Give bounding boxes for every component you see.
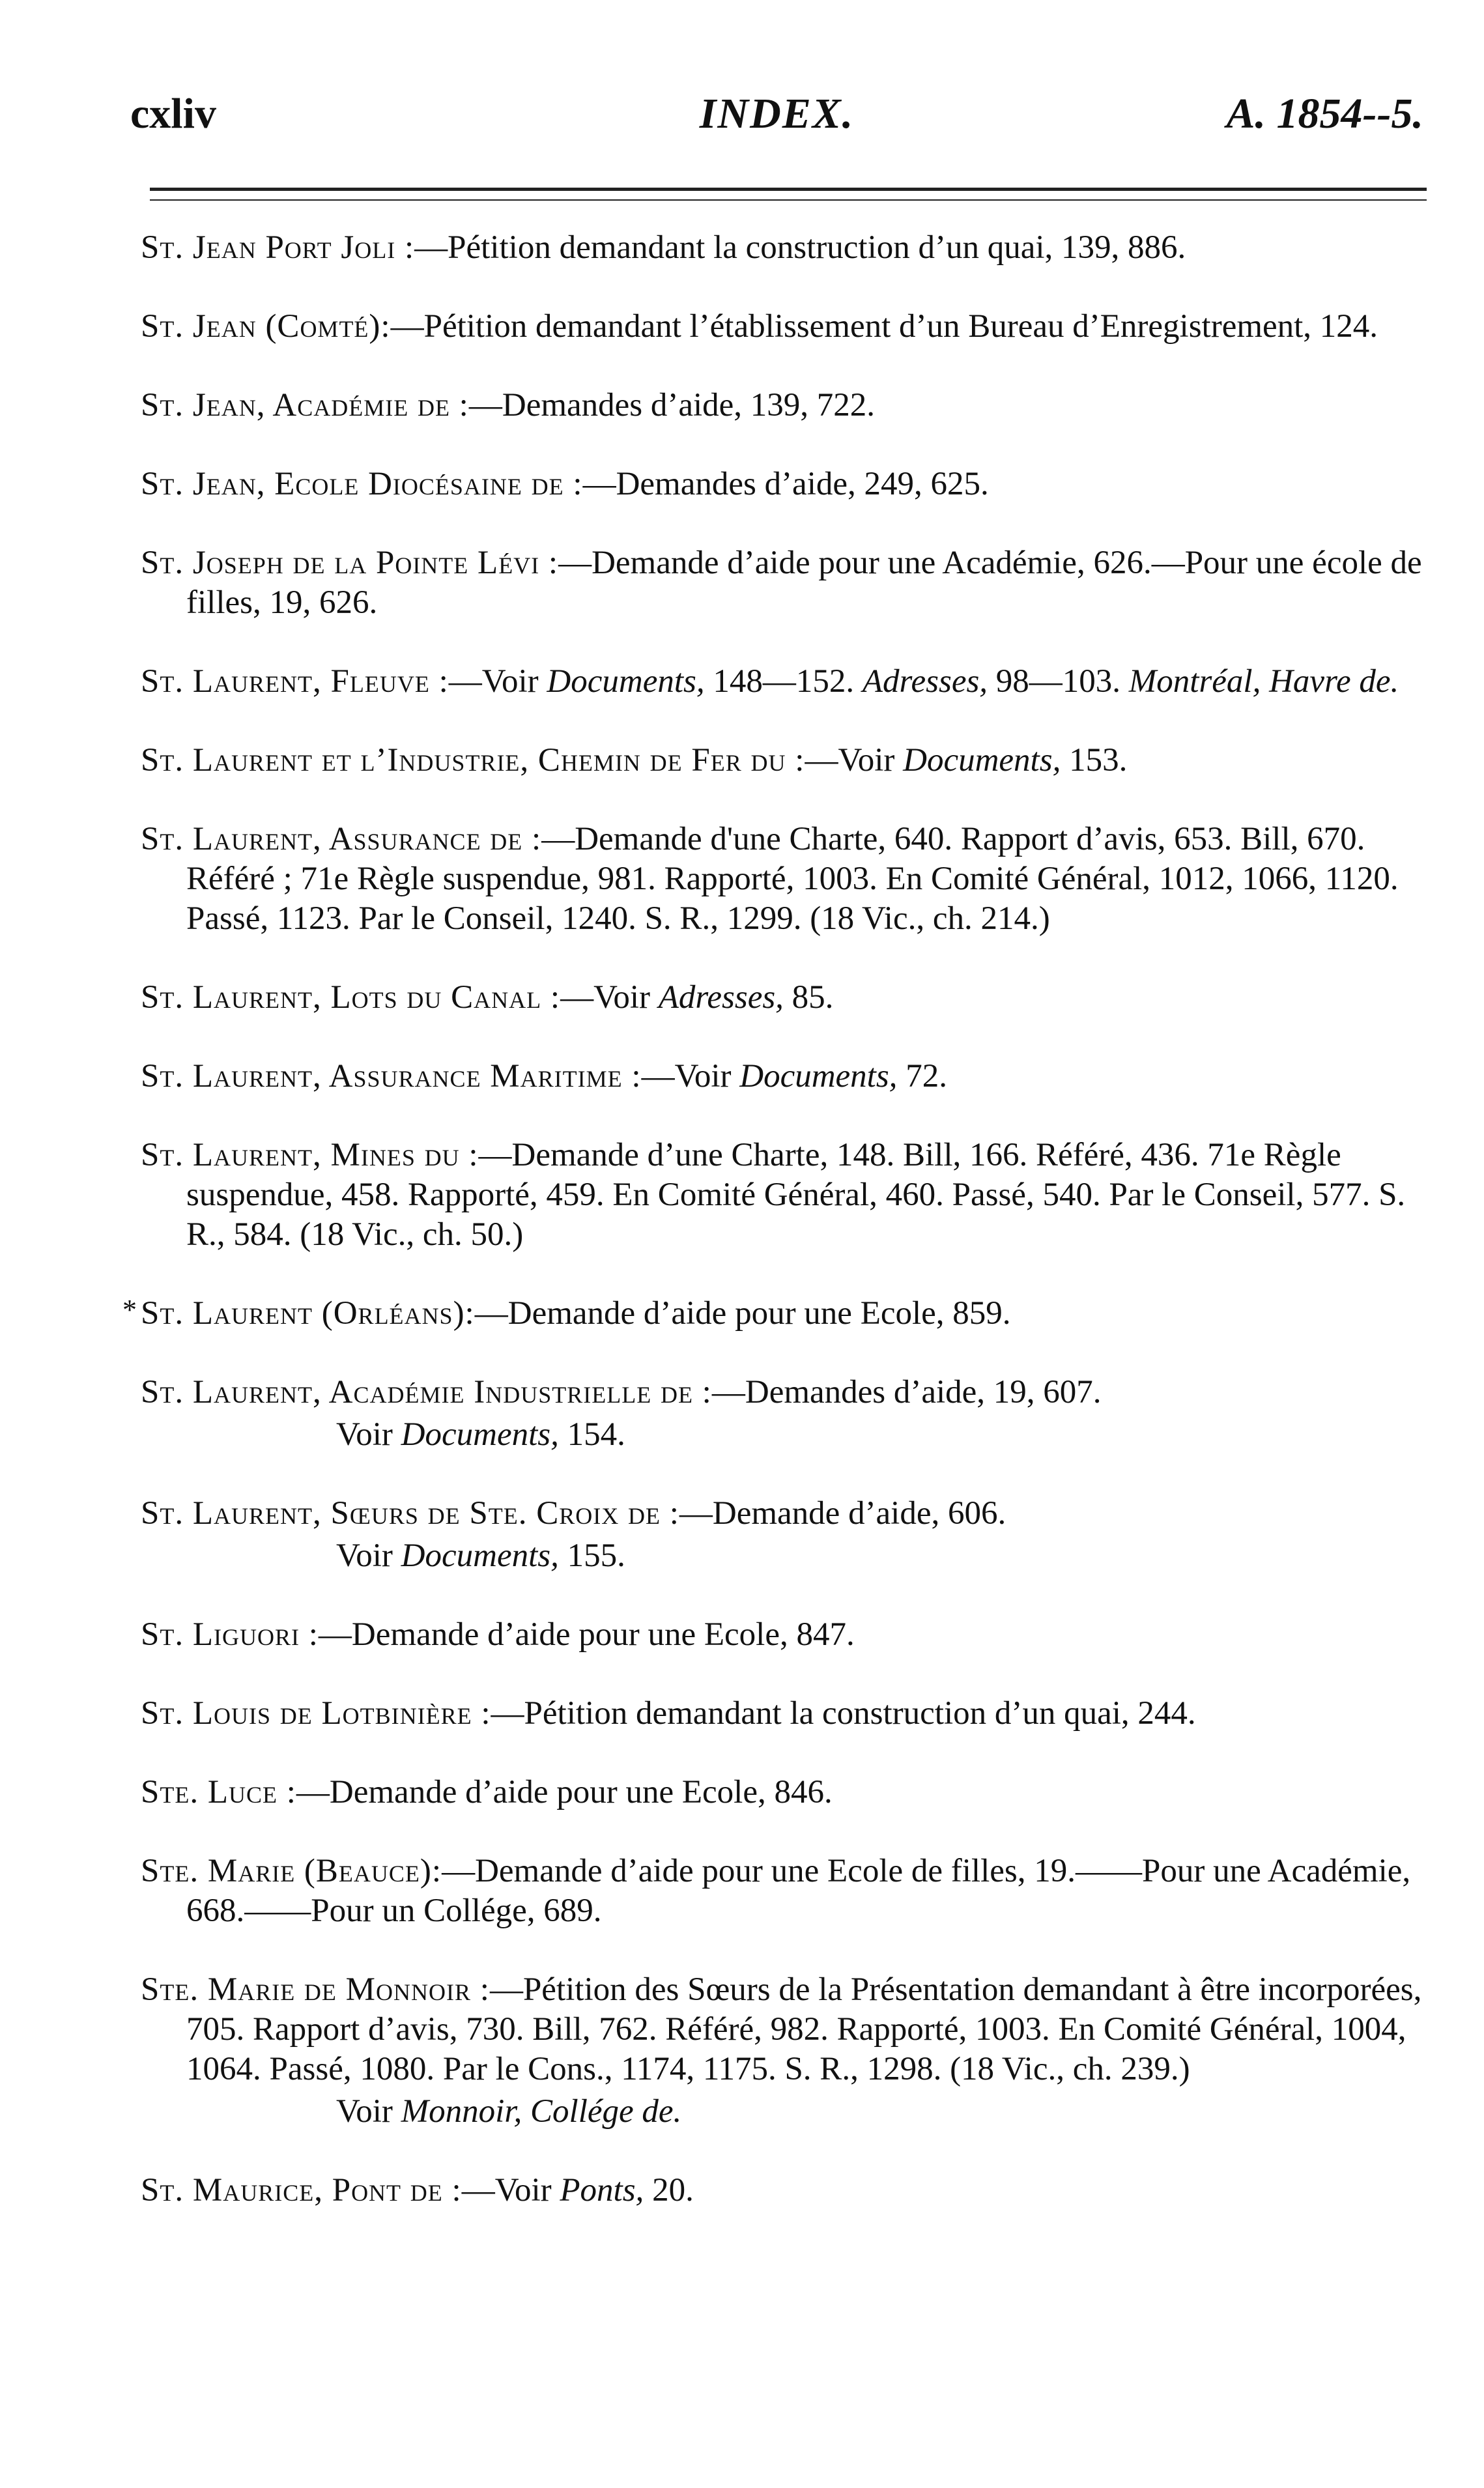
entry-text: 98—103. <box>988 663 1129 700</box>
see-also-reference: Documents, <box>401 1416 559 1453</box>
entry-text: —Demande d’aide pour une Ecole, 847. <box>318 1616 855 1653</box>
entry-text: —Voir <box>461 2172 560 2209</box>
entry-term: St. Laurent, Sœurs de Ste. Croix de : <box>141 1495 679 1532</box>
index-entry <box>141 386 1431 425</box>
entry-term: St. Laurent (Orléans): <box>141 1295 475 1332</box>
entry-term: St. Jean, Ecole Diocésaine de : <box>141 466 583 502</box>
entry-term: St. Laurent et l’Industrie, Chemin de Fer du : <box>141 742 805 779</box>
entry-term: St. Joseph de la Pointe Lévi : <box>141 545 559 581</box>
index-entry <box>141 543 1431 623</box>
entry-term: St. Laurent, Lots du Canal : <box>141 979 561 1016</box>
index-entry <box>141 1773 1431 1812</box>
see-also-prefix: Voir <box>336 1537 401 1574</box>
index-entry <box>122 1294 1431 1334</box>
entry-term: St. Laurent, Assurance de : <box>141 821 542 857</box>
volume-year: A. 1854--5. <box>1226 90 1423 137</box>
entry-reference: Adresses, <box>658 979 784 1016</box>
header-rule-thin <box>150 199 1427 201</box>
entry-text: —Demande d’aide pour une Ecole de filles, 19.——Pour une Académie, 668.——Pour un Collége, 689. <box>186 1853 1411 1929</box>
entry-text: 72. <box>897 1058 947 1094</box>
entry-text: 148—152. <box>704 663 863 700</box>
entry-term: St. Louis de Lotbinière : <box>141 1695 491 1732</box>
entry-term: St. Jean (Comté): <box>141 308 391 345</box>
entry-text: —Voir <box>448 663 547 700</box>
see-also <box>186 1415 1431 1455</box>
index-entries <box>122 228 1431 2250</box>
entry-text: 20. <box>644 2172 694 2209</box>
page-header <box>130 85 1423 143</box>
see-also <box>186 2092 1431 2132</box>
entry-term: Ste. Luce : <box>141 1774 296 1810</box>
see-also-reference: Documents, <box>401 1537 559 1574</box>
entry-text: 153. <box>1061 742 1128 779</box>
entry-reference: Adresses, <box>862 663 988 700</box>
entry-term: St. Jean, Académie de : <box>141 387 469 423</box>
index-entry <box>141 465 1431 504</box>
see-also <box>186 1536 1431 1576</box>
see-also-prefix: Voir <box>336 2093 401 2130</box>
index-entry <box>141 1970 1431 2132</box>
entry-text: —Demandes d’aide, 19, 607. <box>711 1374 1102 1410</box>
page-title: INDEX. <box>699 90 855 137</box>
entry-text: 85. <box>783 979 834 1016</box>
entry-reference: Documents, <box>739 1058 898 1094</box>
entry-term: Ste. Marie (Beauce): <box>141 1853 442 1889</box>
index-entry <box>141 1136 1431 1255</box>
index-entry <box>141 1057 1431 1096</box>
entry-text: —Demande d'une Charte, 640. Rapport d’avis, 653. Bill, 670. Référé ; 71e Règle suspendue, 981. Rapporté, 1003. En Comité Général, 1012, 1066, 1120. Passé, 1123. Par le Conseil, 1240. S. R., 1299. (18 Vic., ch. 214.) <box>186 821 1399 937</box>
entry-text: —Pétition demandant la construction d’un quai, 139, 886. <box>414 229 1186 266</box>
see-also-suffix: 154. <box>558 1416 625 1453</box>
entry-text: —Demande d’aide pour une Académie, 626.—Pour une école de filles, 19, 626. <box>186 545 1422 621</box>
entry-term: St. Laurent, Mines du : <box>141 1137 479 1173</box>
entry-term: St. Jean Port Joli : <box>141 229 415 266</box>
index-entry <box>141 1494 1431 1576</box>
entry-text: —Demande d’une Charte, 148. Bill, 166. Référé, 436. 71e Règle suspendue, 458. Rapporté, 459. En Comité Général, 460. Passé, 540. Par le Conseil, 577. S. R., 584. (18 Vic., ch. 50.) <box>186 1137 1406 1253</box>
see-also-prefix: Voir <box>336 1416 401 1453</box>
entry-text: —Pétition demandant l’établissement d’un Bureau d’Enregistrement, 124. <box>390 308 1378 345</box>
index-entry <box>141 1694 1431 1734</box>
entry-term: St. Laurent, Assurance Maritime : <box>141 1058 642 1094</box>
entry-text: —Pétition demandant la construction d’un quai, 244. <box>491 1695 1196 1732</box>
index-entry <box>141 228 1431 268</box>
index-entry <box>141 1852 1431 1931</box>
see-also-reference: Monnoir, Collége de. <box>401 2093 682 2130</box>
entry-text: —Demande d’aide pour une Ecole, 859. <box>474 1295 1011 1332</box>
index-entry <box>141 1373 1431 1455</box>
index-entry <box>141 1615 1431 1655</box>
entry-term: St. Liguori : <box>141 1616 319 1653</box>
index-entry <box>141 741 1431 780</box>
entry-text: —Voir <box>641 1058 740 1094</box>
entry-text: —Pétition des Sœurs de la Présentation demandant à être incorporées, 705. Rapport d’avis, 730. Bill, 762. Référé, 982. Rapporté, 1003. En Comité Général, 1004, 1064. Passé, 1080. Par le Cons., 1174, 1175. S. R., 1298. (18 Vic., ch. 239.) <box>186 1971 1422 2087</box>
entry-reference: Ponts, <box>560 2172 644 2209</box>
entry-text: —Demandes d’aide, 249, 625. <box>582 466 989 502</box>
index-entry <box>141 662 1431 702</box>
see-also-suffix: 155. <box>558 1537 625 1574</box>
entry-term: Ste. Marie de Monnoir : <box>141 1971 490 2008</box>
entry-reference: Montréal, Havre de. <box>1128 663 1399 700</box>
index-entry <box>141 2171 1431 2210</box>
page-number: cxliv <box>130 90 216 137</box>
entry-text: —Demande d’aide, 606. <box>679 1495 1006 1532</box>
entry-text: —Demandes d’aide, 139, 722. <box>468 387 876 423</box>
entry-text: —Voir <box>805 742 904 779</box>
index-entry <box>141 978 1431 1018</box>
index-entry <box>141 820 1431 939</box>
entry-term: St. Maurice, Pont de : <box>141 2172 462 2209</box>
entry-reference: Documents, <box>547 663 705 700</box>
asterisk-marker: * <box>122 1294 137 1326</box>
entry-text: —Voir <box>560 979 659 1016</box>
entry-reference: Documents, <box>903 742 1061 779</box>
entry-term: St. Laurent, Fleuve : <box>141 663 449 700</box>
entry-text: —Demande d’aide pour une Ecole, 846. <box>296 1774 833 1810</box>
entry-term: St. Laurent, Académie Industrielle de : <box>141 1374 712 1410</box>
index-entry <box>141 307 1431 347</box>
header-rule-thick <box>150 188 1427 191</box>
